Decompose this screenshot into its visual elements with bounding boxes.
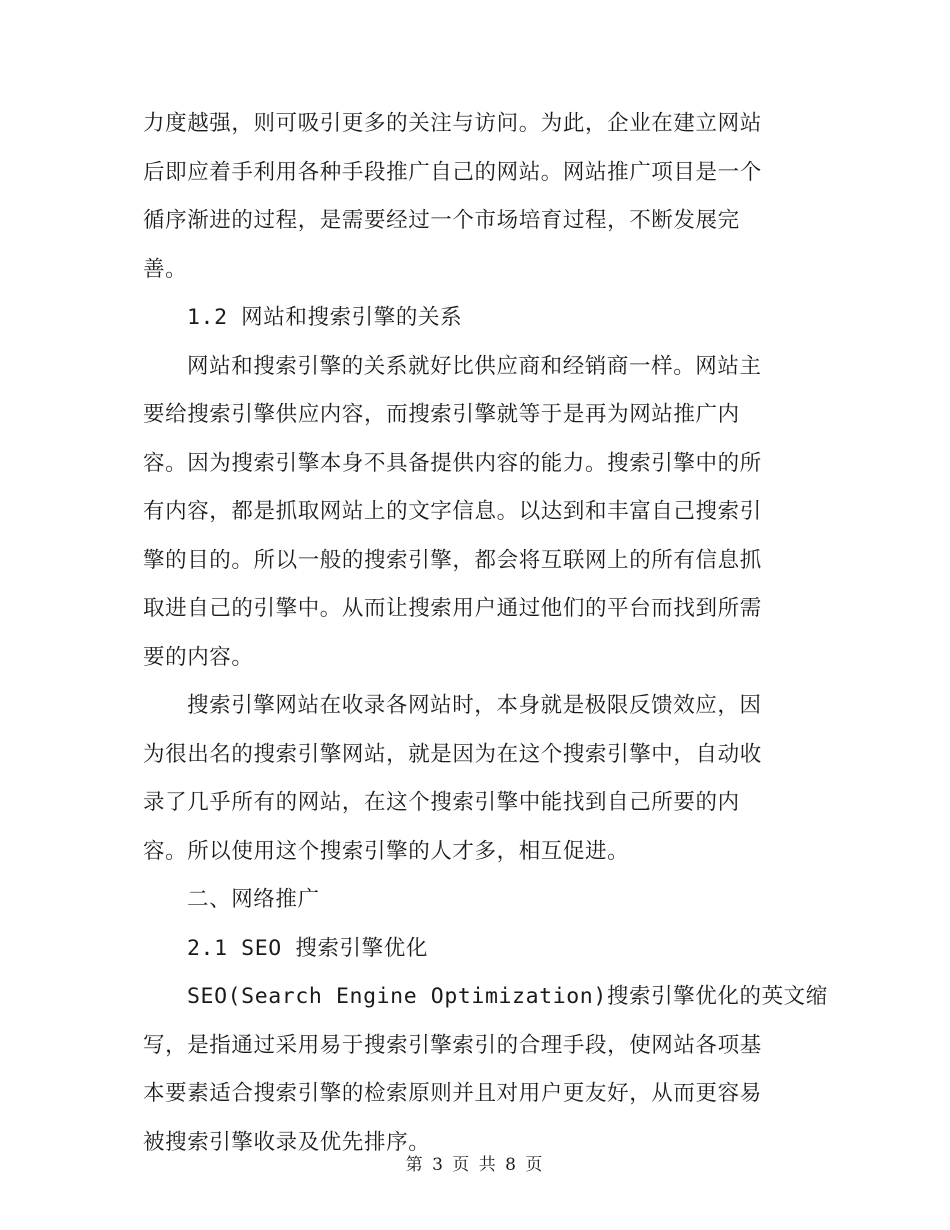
text-line: 写，是指通过采用易于搜索引擎索引的合理手段，使网站各项基 bbox=[143, 1032, 762, 1058]
text-line: 为很出名的搜索引擎网站，就是因为在这个搜索引擎中，自动收 bbox=[143, 741, 762, 767]
document-body bbox=[143, 100, 828, 1167]
text-line: 取进自己的引擎中。从而让搜索用户通过他们的平台而找到所需 bbox=[143, 596, 762, 621]
text-line: 要给搜索引擎供应内容，而搜索引擎就等于是再为网站推广内 bbox=[143, 402, 740, 427]
text-line: 擎的目的。所以一般的搜索引擎，都会将互联网上的所有信息抓 bbox=[143, 547, 762, 573]
paragraph-first-line: 搜索引擎网站在收录各网站时，本身就是极限反馈效应，因 bbox=[187, 693, 762, 718]
text-line: 录了几乎所有的网站，在这个搜索引擎中能找到自己所要的内 bbox=[143, 790, 740, 815]
chapter-heading: 二、网络推广 bbox=[187, 887, 320, 912]
paragraph-first-line: 网站和搜索引擎的关系就好比供应商和经销商一样。网站主 bbox=[187, 353, 762, 379]
text-line: 容。因为搜索引擎本身不具备提供内容的能力。搜索引擎中的所 bbox=[143, 450, 762, 476]
text-line: 容。所以使用这个搜索引擎的人才多，相互促进。 bbox=[143, 838, 630, 864]
text-line: 被搜索引擎收录及优先排序。 bbox=[143, 1129, 431, 1155]
section-heading: 2.1 SEO 搜索引擎优化 bbox=[187, 935, 428, 961]
text-line: 循序渐进的过程，是需要经过一个市场培育过程，不断发展完 bbox=[143, 208, 740, 233]
text-line: 力度越强，则可吸引更多的关注与访问。为此，企业在建立网站 bbox=[143, 111, 762, 136]
text-line: 本要素适合搜索引擎的检索原则并且对用户更友好，从而更容易 bbox=[143, 1081, 762, 1106]
paragraph-first-line: SEO(Search Engine Optimization)搜索引擎优化的英文缩 bbox=[187, 984, 828, 1009]
text-line: 善。 bbox=[143, 256, 188, 282]
text-line: 有内容，都是抓取网站上的文字信息。以达到和丰富自己搜索引 bbox=[143, 499, 762, 524]
page-number-footer: 第 3 页 共 8 页 bbox=[405, 1155, 545, 1175]
text-line: 后即应着手利用各种手段推广自己的网站。网站推广项目是一个 bbox=[143, 159, 762, 185]
text-line: 要的内容。 bbox=[143, 644, 254, 670]
section-heading: 1.2 网站和搜索引擎的关系 bbox=[187, 305, 463, 330]
